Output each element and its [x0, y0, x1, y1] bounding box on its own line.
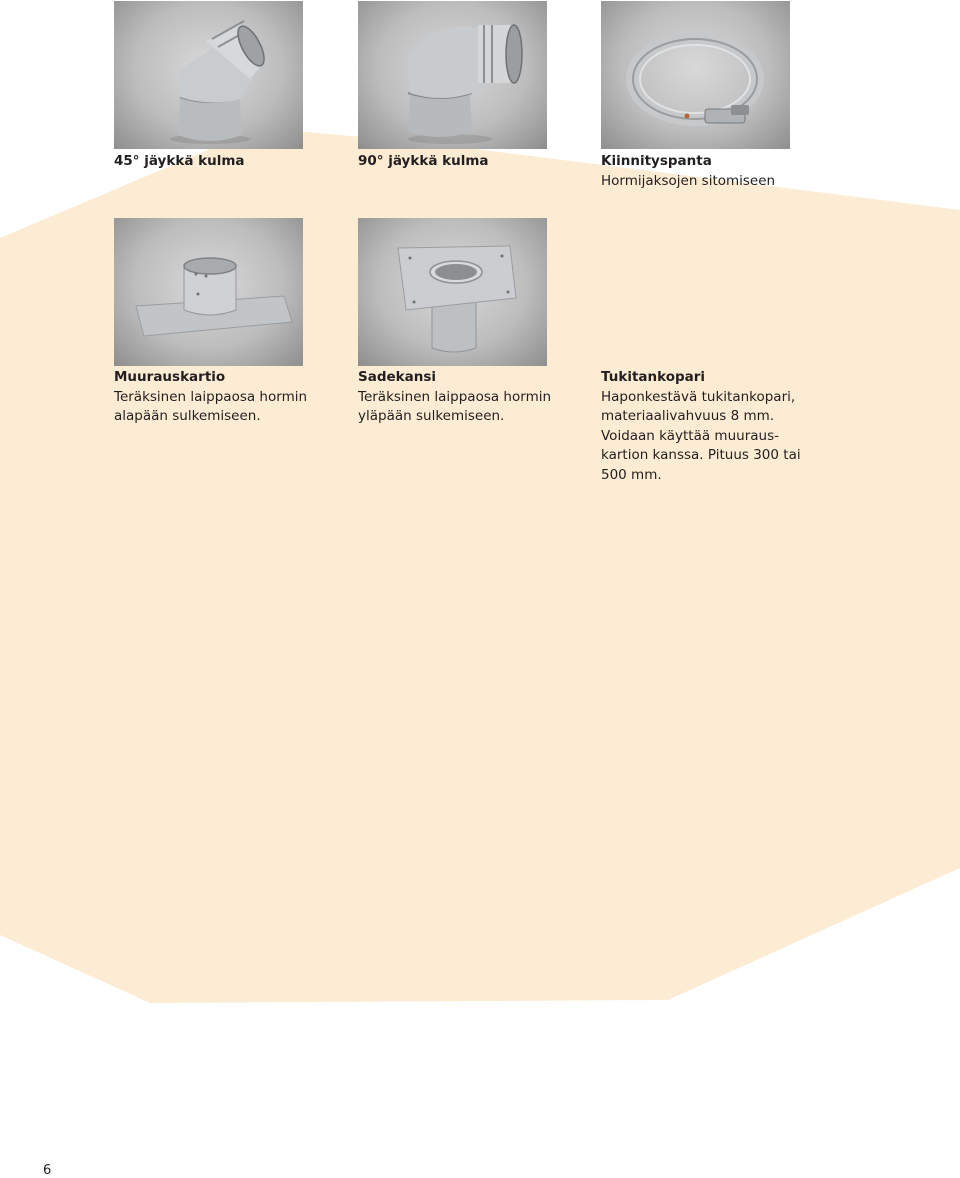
product-caption-support-rods: [601, 368, 831, 485]
product-caption-45-elbow: [114, 152, 329, 172]
product-description: Haponkestävä tukitankopari, materiaalivahvuus 8 mm. Voidaan käyttää muuraus- kartion kanssa. Pituus 300 tai 500 mm.: [601, 388, 801, 483]
product-description: Teräksinen laippaosa hormin yläpään sulkemiseen.: [358, 388, 552, 424]
product-caption-masonry-cone: [114, 368, 329, 427]
product-caption-clamp-band: [601, 152, 816, 191]
product-photo-rain-cover: [358, 218, 547, 366]
product-title: 45° jäykkä kulma: [114, 153, 245, 169]
product-photo-90-elbow: [358, 1, 547, 149]
product-photo-masonry-cone: [114, 218, 303, 366]
product-title: Tukitankopari: [601, 369, 706, 385]
product-title: Muurauskartio: [114, 369, 226, 385]
product-caption-90-elbow: [358, 152, 573, 172]
product-title: Kiinnityspanta: [601, 153, 712, 169]
product-description: Teräksinen laippaosa hormin alapään sulkemiseen.: [114, 388, 308, 424]
product-photo-45-elbow: [114, 1, 303, 149]
page-number: 6: [43, 1163, 52, 1178]
product-title: Sadekansi: [358, 369, 437, 385]
product-photo-clamp-band: [601, 1, 790, 149]
product-caption-rain-cover: [358, 368, 573, 427]
product-description: Hormijaksojen sitomiseen: [601, 172, 776, 189]
product-title: 90° jäykkä kulma: [358, 153, 489, 169]
